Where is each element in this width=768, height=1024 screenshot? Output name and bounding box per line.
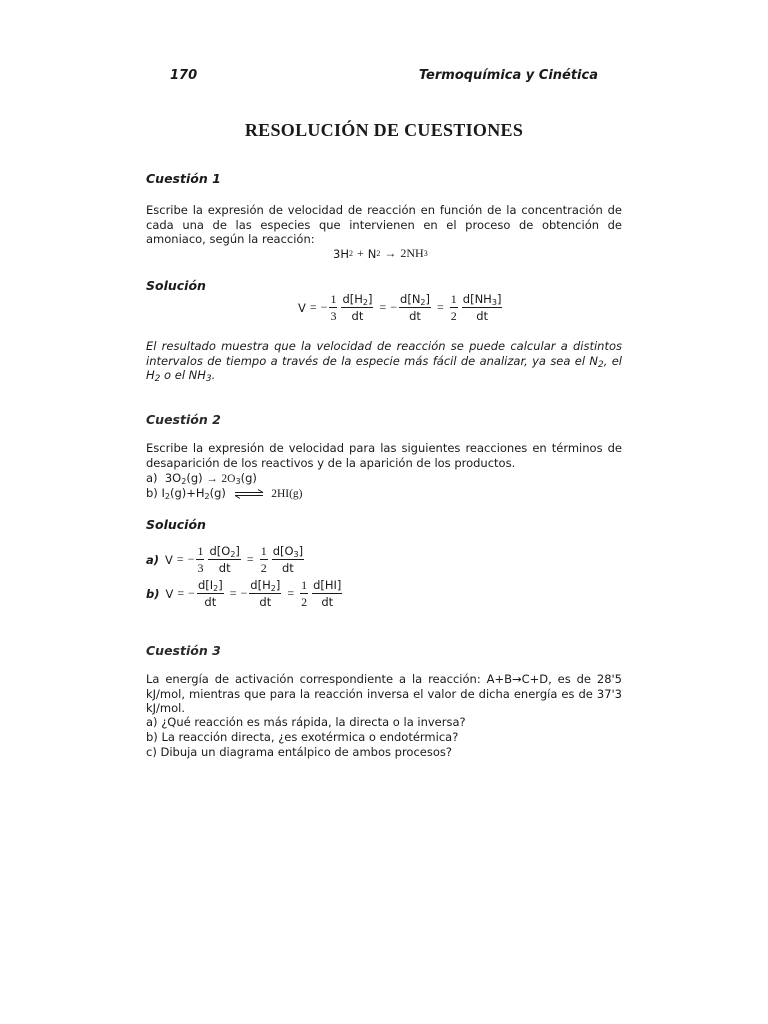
running-title: Termoquímica y Cinética [418, 68, 598, 83]
question-3-item-a: a) ¿Qué reacción es más rápida, la directa o la inversa? [146, 715, 466, 729]
question-2-heading: Cuestión 2 [146, 412, 221, 427]
question-1-heading: Cuestión 1 [146, 171, 221, 186]
equilibrium-arrow-icon [234, 489, 264, 499]
question-2-text: Escribe la expresión de velocidad para las siguientes reacciones en términos de desaparición de los reactivos y de la aparición de los productos. [146, 441, 622, 470]
ammonia-reaction: 3H 2 + N 2 → 2NH 3 [333, 246, 428, 261]
question-3-item-b: b) La reacción directa, ¿es exotérmica o endotérmica? [146, 730, 459, 744]
reaction-b: b) $I_2(g)+H_2(g)$ 2HI(g) [146, 486, 303, 501]
rate-equation-b: b) V = − $\frac{d[I_2]}{dt}$ = − $\frac{d[H_2]}{dt}$ = $\frac{1}{2}$ $\frac{d[HI]}{dt}$ [146, 578, 342, 609]
question-1-text: Escribe la expresión de velocidad de reacción en función de la concentración de cada una de las especies que intervienen en el proceso de obtención de amoniaco, según la reacción: [146, 203, 622, 247]
solution-1-text: El resultado muestra que la velocidad de reacción se puede calcular a distintos intervalos de tiempo a través de la especie más fácil de analizar, ya sea el $N_2$, el $H_2$ o el $NH_3$. [146, 339, 622, 385]
question-3-heading: Cuestión 3 [146, 643, 221, 658]
page-title: RESOLUCIÓN DE CUESTIONES [244, 120, 524, 140]
question-3-text: La energía de activación correspondiente a la reacción: A+B→C+D, es de 28'5 kJ/mol, mientras que para la reacción inversa el valor de dicha energía es de 37'3 kJ/mol. [146, 672, 622, 716]
rate-equation-ammonia: V = − $\frac{1}{3}$ $\frac{d[H_2]}{dt}$ = − $\frac{d[N_2]}{dt}$ = $\frac{1}{2}$ $\frac{d[NH_3]}{dt}$ [298, 292, 502, 323]
question-3-item-c: c) Dibuja un diagrama entálpico de ambos procesos? [146, 745, 452, 759]
reaction-a: a) $3O_2(g) \to 2O_3(g)$ [146, 471, 257, 486]
page-number: 170 [170, 68, 198, 83]
solution-2-heading: Solución [146, 517, 206, 532]
rate-equation-a: a) V = − $\frac{1}{3}$ $\frac{d[O_2]}{dt}$ = $\frac{1}{2}$ $\frac{d[O_3]}{dt}$ [146, 544, 304, 575]
solution-1-heading: Solución [146, 278, 206, 293]
